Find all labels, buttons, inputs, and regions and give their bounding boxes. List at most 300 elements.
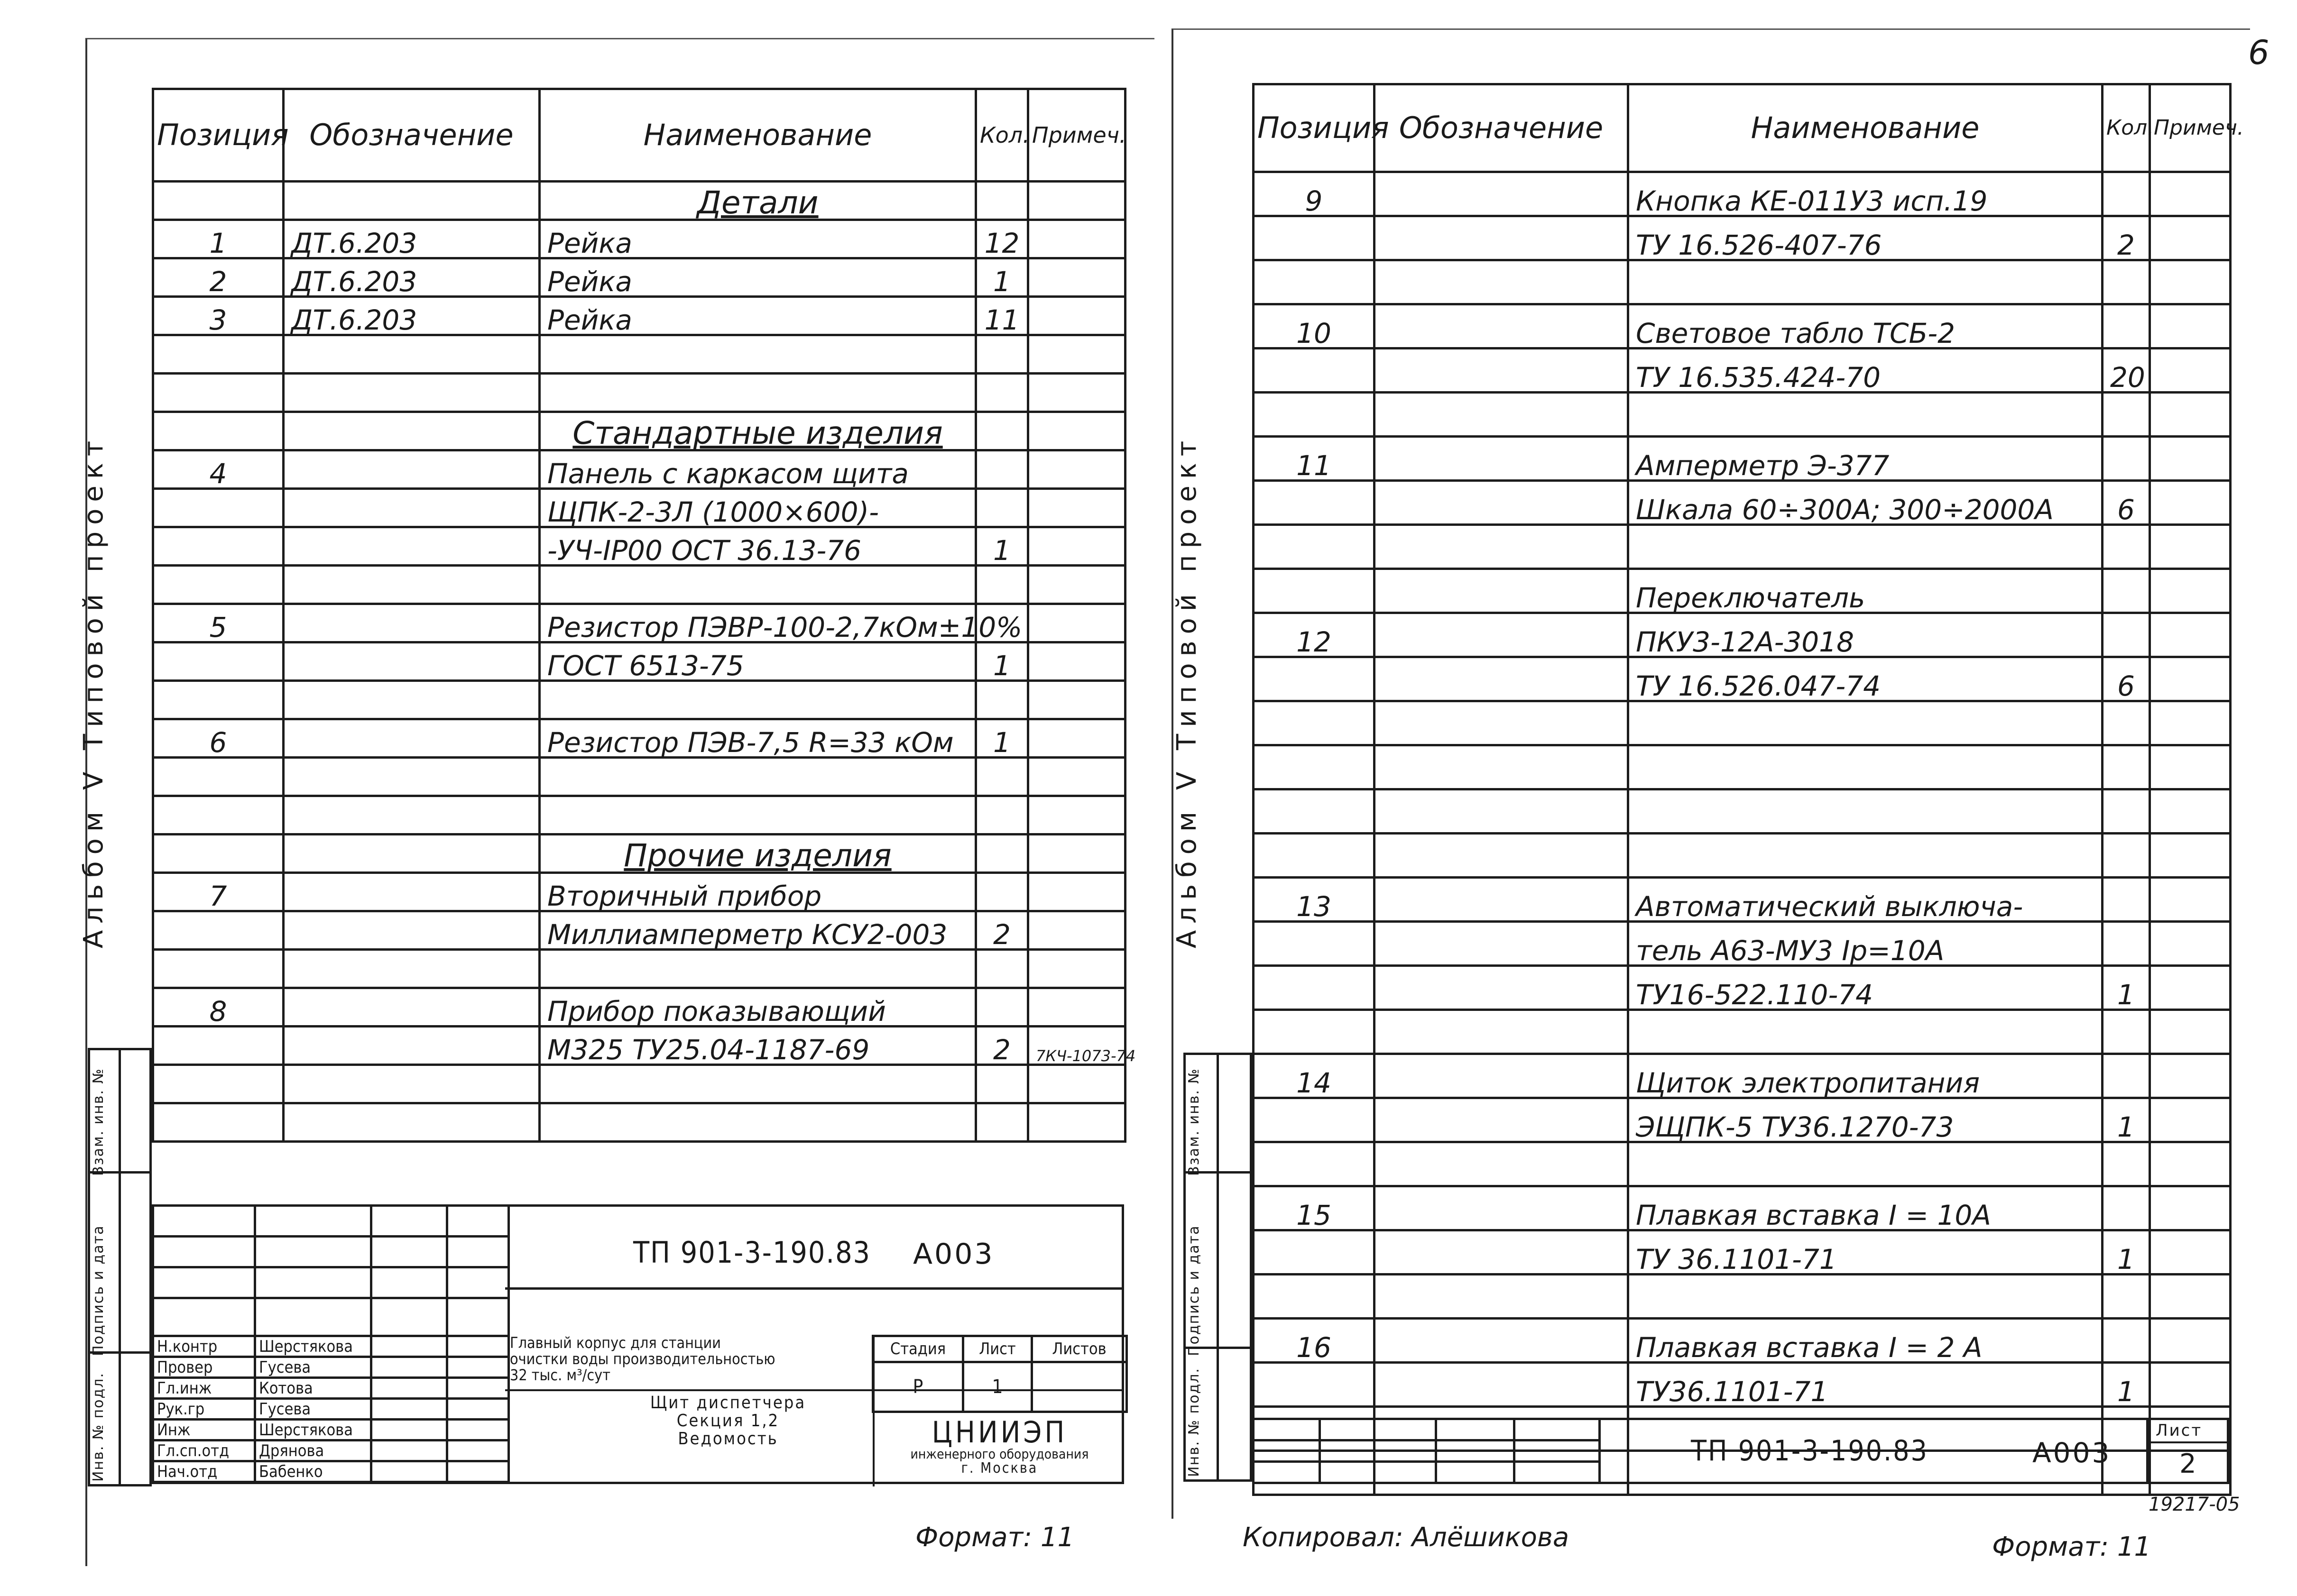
signature-role: Гл.инж [153,1378,255,1399]
table-row [153,374,1125,412]
left-spec-table [152,88,1136,1143]
cell-name: Вторичный прибор [540,873,976,911]
cell-designation [284,911,540,950]
cell-name [540,335,976,374]
cell-name: Рейка [540,297,976,335]
cell-name [1628,701,2103,745]
cell-designation [284,950,540,988]
cell-pos [1254,1098,1375,1142]
cell-qty [2103,437,2150,481]
signature-role: Нач.отд [153,1461,255,1482]
cell-qty [2103,569,2150,613]
cell-qty [2103,613,2150,657]
cell-designation [284,642,540,681]
cell-designation [284,796,540,835]
table-row [1254,1186,2231,1230]
table-row [153,297,1125,335]
sig-cell [1320,1462,1436,1483]
cell-note [2150,834,2231,878]
sig-cell [447,1298,509,1336]
signature-row [153,1440,509,1461]
right-sheet-number: 2 [2179,1449,2196,1479]
sig-cell [255,1237,371,1267]
right-sheet-code: А003 [2032,1437,2112,1469]
strip-cell [1218,1173,1251,1348]
cell-designation [284,335,540,374]
cell-name: -УЧ-IР00 ОСТ 36.13-76 [540,527,976,566]
cell-designation [284,489,540,527]
left-org [875,1415,1124,1477]
cell-name [540,796,976,835]
cell-designation [1375,304,1628,349]
table-row [1254,260,2231,304]
cell-qty [2103,1142,2150,1186]
strip-cell [1218,1054,1251,1173]
table-row [1254,701,2231,745]
cell-note [2150,525,2231,569]
table-row [1254,1010,2231,1054]
cell-name: Детали [540,182,976,220]
signature-row [153,1399,509,1420]
cell-designation [284,182,540,220]
cell-note [1028,220,1125,258]
cell-designation [1375,1363,1628,1407]
cell-qty [2103,304,2150,349]
cell-name: ТУ 16.526.047-74 [1628,657,2103,701]
cell-name [540,374,976,412]
cell-name: Рейка [540,220,976,258]
cell-note [2150,878,2231,922]
table-row [153,642,1125,681]
table-row [153,604,1125,642]
cell-note [2150,260,2231,304]
cell-designation [284,527,540,566]
order-number: 19217-05 [2149,1494,2240,1515]
sheet-label: Лист [963,1336,1032,1362]
left-project-title [510,1335,870,1383]
cell-designation [284,1065,540,1103]
cell-pos [153,182,284,220]
cell-pos [153,950,284,988]
cell-pos [153,527,284,566]
cell-name: Световое табло ТСБ-2 [1628,304,2103,349]
cell-designation [284,681,540,719]
signature-date [447,1461,509,1482]
left-drawing-title [628,1394,828,1448]
cell-pos [1254,1010,1375,1054]
cell-qty [976,374,1028,412]
signature-row [153,1461,509,1482]
cell-note [2150,922,2231,966]
table-row [153,911,1125,950]
table-row [1254,349,2231,393]
signature-row [153,1420,509,1440]
sig-cell [1514,1419,1600,1440]
cell-pos [1254,481,1375,525]
table-row [1254,569,2231,613]
cell-name: ЭЩПК-5 ТУ36.1270-73 [1628,1098,2103,1142]
strip-label-3: Инв. № подл. [1186,1367,1202,1477]
cell-designation [1375,878,1628,922]
header-note: Примеч. [2150,84,2231,172]
project-title-line: 32 тыс. м³/сут [510,1366,610,1384]
org-sub: инженерного оборудования [910,1446,1089,1462]
table-row [153,220,1125,258]
cell-name [1628,525,2103,569]
cell-designation [1375,613,1628,657]
cell-note [2150,1186,2231,1230]
cell-designation [284,412,540,450]
cell-pos [1254,922,1375,966]
table-row [153,489,1125,527]
cell-pos: 15 [1254,1186,1375,1230]
table-row [153,1103,1125,1142]
header-qty: Кол. [2103,84,2150,172]
cell-note [1028,758,1125,796]
header-note: Примеч. [1028,89,1125,182]
project-title-line: Главный корпус для станции [510,1334,721,1352]
cell-name: Шкала 60÷300А; 300÷2000А [1628,481,2103,525]
table-row [153,796,1125,835]
sheet-value: 1 [963,1362,1032,1412]
table-row [1254,1275,2231,1319]
sheets-value [1032,1362,1127,1412]
cell-pos [1254,966,1375,1010]
cell-note: 7КЧ-1073-74 [1028,1027,1125,1065]
signature-name: Дрянова [255,1440,371,1461]
left-stage-table [872,1335,1128,1413]
header-name: Наименование [1628,84,2103,172]
sig-cell [153,1267,255,1298]
signature-mark [371,1420,447,1440]
cell-designation [284,719,540,758]
left-signature-grid [152,1204,510,1483]
strip-label-3: Инв. № подл. [90,1372,107,1482]
cell-pos [153,642,284,681]
sig-cell [371,1267,447,1298]
cell-name [540,950,976,988]
cell-designation [1375,172,1628,216]
sig-cell [1254,1419,1320,1440]
cell-pos [1254,1363,1375,1407]
right-doc-code: ТП 901-3-190.83 [1691,1434,1928,1468]
signature-role: Провер [153,1357,255,1378]
cell-name: Панель с каркасом щита [540,450,976,489]
cell-qty [976,566,1028,604]
cell-name: ПКУ3-12А-3018 [1628,613,2103,657]
cell-qty [2103,1275,2150,1319]
cell-pos [153,796,284,835]
signature-row [153,1357,509,1378]
cell-pos [1254,657,1375,701]
table-row [153,182,1125,220]
signature-mark [371,1336,447,1357]
cell-pos: 6 [153,719,284,758]
sig-cell [255,1298,371,1336]
cell-qty: 1 [2103,966,2150,1010]
cell-pos [1254,701,1375,745]
cell-qty [976,681,1028,719]
cell-designation [1375,1230,1628,1275]
sig-cell [1254,1440,1320,1462]
cell-pos [1254,834,1375,878]
cell-pos: 8 [153,988,284,1027]
cell-note [2150,1363,2231,1407]
cell-note [2150,481,2231,525]
sheets-label: Листов [1032,1336,1127,1362]
cell-pos [1254,349,1375,393]
project-title-line: очистки воды производительностью [510,1350,775,1368]
cell-designation: ДТ.6.203 [284,258,540,297]
cell-qty [2103,1319,2150,1363]
cell-qty: 6 [2103,657,2150,701]
cell-name [1628,745,2103,789]
cell-name: Резистор ПЭВ-7,5 R=33 кОм [540,719,976,758]
cell-designation [1375,1098,1628,1142]
sig-cell [1254,1462,1320,1483]
cell-qty: 1 [976,642,1028,681]
cell-name [1628,1142,2103,1186]
signature-date [447,1420,509,1440]
table-row [153,950,1125,988]
cell-name [540,1103,976,1142]
cell-name [1628,260,2103,304]
table-row [153,758,1125,796]
cell-note [1028,335,1125,374]
table-row [1254,216,2231,260]
left-doc-code: ТП 901-3-190.83 [633,1235,871,1270]
cell-designation [284,604,540,642]
header-pos: Позиция [1254,84,1375,172]
cell-pos [153,335,284,374]
cell-pos: 7 [153,873,284,911]
cell-note [1028,489,1125,527]
cell-name [1628,393,2103,437]
table-row [1254,657,2231,701]
signature-mark [371,1440,447,1461]
cell-designation: ДТ.6.203 [284,220,540,258]
page-corner-number: 6 [2248,33,2269,72]
cell-name: Автоматический выключа- [1628,878,2103,922]
cell-designation [1375,1054,1628,1098]
cell-note [1028,950,1125,988]
table-row [1254,525,2231,569]
signature-mark [371,1357,447,1378]
cell-designation [1375,1010,1628,1054]
cell-note [1028,1065,1125,1103]
table-row [153,1065,1125,1103]
signature-name: Котова [255,1378,371,1399]
cell-pos [153,835,284,873]
cell-note [1028,642,1125,681]
cell-designation [1375,1275,1628,1319]
cell-qty [976,950,1028,988]
cell-designation [1375,481,1628,525]
table-row [153,412,1125,450]
cell-pos [1254,1275,1375,1319]
cell-qty [976,412,1028,450]
cell-note [2150,1054,2231,1098]
signature-date [447,1357,509,1378]
cell-designation [284,873,540,911]
cell-qty [976,489,1028,527]
signature-date [447,1440,509,1461]
sig-cell [1514,1440,1600,1462]
cell-name [540,758,976,796]
cell-qty: 2 [976,911,1028,950]
cell-pos [153,374,284,412]
sig-cell [255,1267,371,1298]
signature-mark [371,1399,447,1420]
signature-name: Гусева [255,1399,371,1420]
cell-designation [1375,216,1628,260]
cell-designation [1375,437,1628,481]
cell-pos [153,489,284,527]
cell-qty [2103,260,2150,304]
left-sheet-code: А003 [913,1238,995,1271]
cell-pos [1254,1230,1375,1275]
cell-qty: 1 [976,258,1028,297]
sig-cell [447,1267,509,1298]
cell-qty: 1 [976,719,1028,758]
cell-qty [976,1065,1028,1103]
cell-designation [284,988,540,1027]
cell-note [1028,719,1125,758]
signature-name: Гусева [255,1357,371,1378]
signature-mark [371,1378,447,1399]
cell-name: Резистор ПЭВР-100-2,7кОм±10% [540,604,976,642]
cell-name: ГОСТ 6513-75 [540,642,976,681]
sig-cell [371,1298,447,1336]
cell-note [2150,216,2231,260]
cell-note [1028,450,1125,489]
cell-note [2150,393,2231,437]
drawing-title-line: Щит диспетчера [650,1393,806,1413]
cell-designation [1375,260,1628,304]
cell-name: ТУ 16.526-407-76 [1628,216,2103,260]
cell-note [1028,527,1125,566]
cell-note [1028,374,1125,412]
sig-cell [1436,1462,1514,1483]
cell-designation [284,758,540,796]
cell-qty [976,450,1028,489]
cell-qty [2103,834,2150,878]
cell-pos: 11 [1254,437,1375,481]
cell-pos [1254,260,1375,304]
cell-name [1628,1010,2103,1054]
table-row [1254,966,2231,1010]
sig-cell [153,1206,255,1237]
cell-pos: 13 [1254,878,1375,922]
cell-note [2150,569,2231,613]
cell-qty [2103,172,2150,216]
cell-name [1628,1275,2103,1319]
cell-note [2150,657,2231,701]
cell-note [2150,1010,2231,1054]
cell-designation [1375,1319,1628,1363]
cell-designation [1375,834,1628,878]
cell-note [2150,966,2231,1010]
cell-pos: 4 [153,450,284,489]
table-row [153,566,1125,604]
table-row [153,1027,1125,1065]
signature-date [447,1336,509,1357]
cell-qty: 20 [2103,349,2150,393]
cell-pos: 1 [153,220,284,258]
drawing-title-line: Ведомость [678,1429,778,1449]
cell-pos [1254,393,1375,437]
cell-pos [153,1027,284,1065]
cell-designation [1375,525,1628,569]
table-row [1254,745,2231,789]
cell-qty [976,796,1028,835]
sheet-box-divider [2146,1441,2229,1443]
table-row [153,450,1125,489]
cell-qty: 11 [976,297,1028,335]
cell-qty [2103,922,2150,966]
cell-designation [1375,393,1628,437]
cell-name [1628,789,2103,834]
cell-note [2150,745,2231,789]
cell-pos [1254,525,1375,569]
sig-cell [1320,1440,1436,1462]
table-row [1254,393,2231,437]
header-qty: Кол. [976,89,1028,182]
signature-role: Гл.сп.отд [153,1440,255,1461]
cell-note [2150,437,2231,481]
cell-designation [1375,922,1628,966]
cell-pos [153,681,284,719]
cell-name: ТУ 36.1101-71 [1628,1230,2103,1275]
cell-pos [1254,216,1375,260]
code-divider [505,1287,1124,1290]
table-row [153,719,1125,758]
table-row [1254,1319,2231,1363]
left-title-block [152,1204,1124,1484]
cell-note [2150,1142,2231,1186]
sig-cell [1514,1462,1600,1483]
cell-name: Прочие изделия [540,835,976,873]
cell-designation [1375,745,1628,789]
cell-pos: 10 [1254,304,1375,349]
signature-role: Н.контр [153,1336,255,1357]
signature-row [153,1336,509,1357]
cell-pos [153,566,284,604]
cell-note [2150,613,2231,657]
signature-date [447,1399,509,1420]
sig-cell [255,1206,371,1237]
table-row [153,988,1125,1027]
table-row [1254,172,2231,216]
cell-note [1028,566,1125,604]
cell-designation [284,1103,540,1142]
cell-qty [2103,393,2150,437]
signature-date [447,1378,509,1399]
cell-qty: 1 [976,527,1028,566]
header-name: Наименование [540,89,976,182]
cell-name: Щиток электропитания [1628,1054,2103,1098]
cell-note [2150,701,2231,745]
cell-name [1628,834,2103,878]
stage-value: Р [873,1362,963,1412]
cell-qty [976,835,1028,873]
table-row [1254,304,2231,349]
right-sheet-label: Лист [2156,1421,2203,1440]
cell-note [1028,1103,1125,1142]
cell-note [1028,258,1125,297]
strip-label-1: Взам. инв. № [90,1068,107,1176]
table-row [1254,481,2231,525]
